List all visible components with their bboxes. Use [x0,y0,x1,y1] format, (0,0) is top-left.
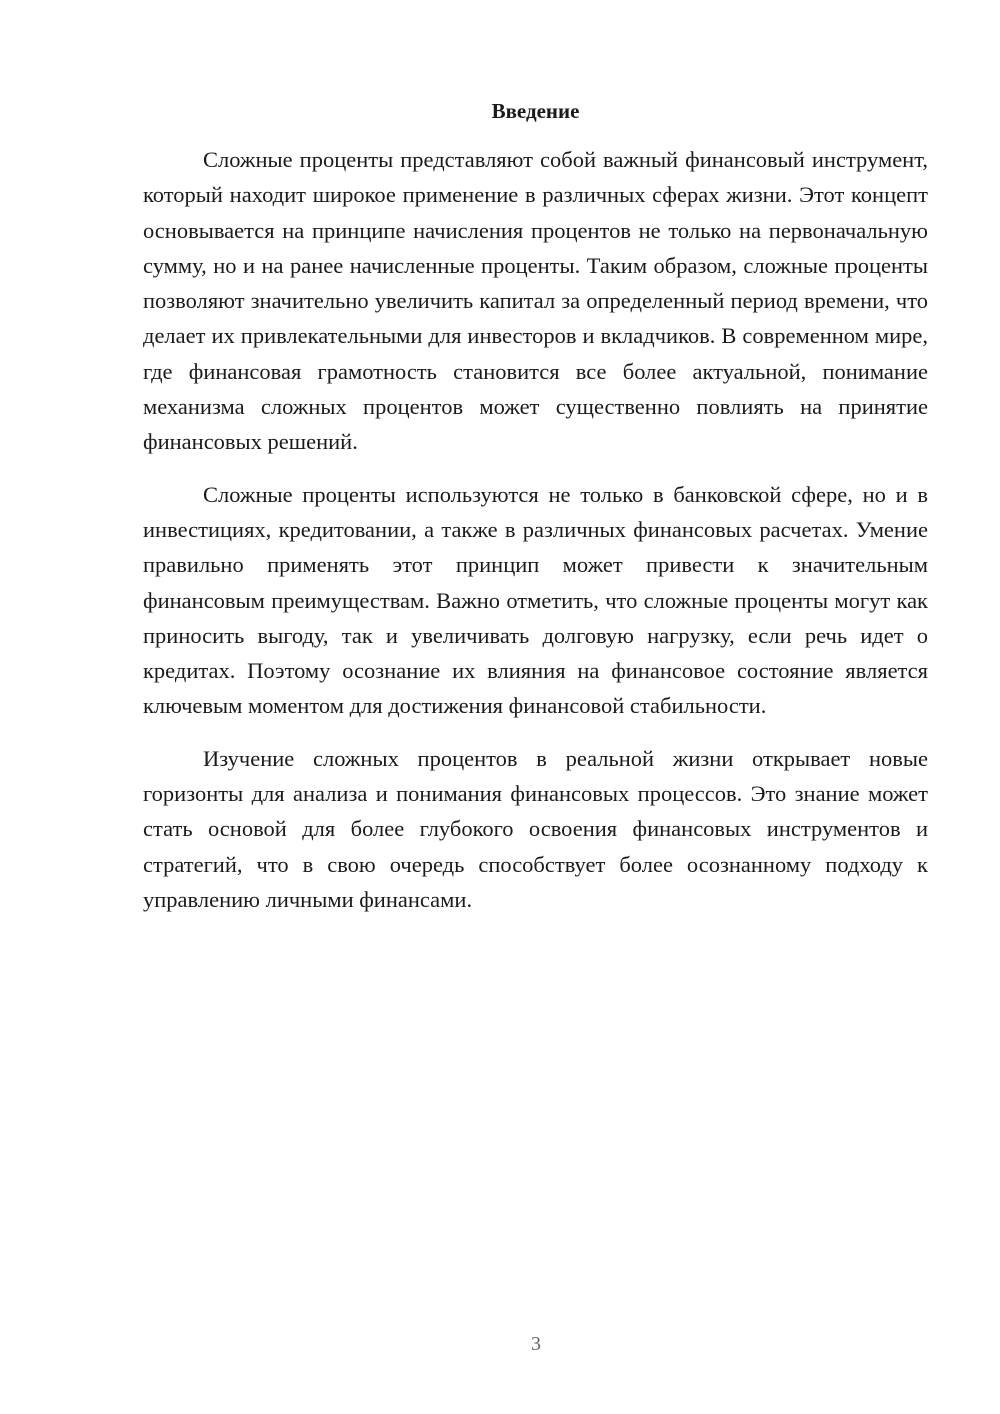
paragraph-3: Изучение сложных процентов в реальной жизни открывает новые горизонты для анализа и понимания финансовых процессов. Это знание может стать основой для более глубокого освоения финансовых инструментов и стратегий, что в свою очередь способствует более осознанному подходу к управлению личными финансами. [143,745,928,912]
page-number: 3 [531,1333,541,1355]
paragraph-1: Сложные проценты представляют собой важный финансовый инструмент, который находит широкое применение в различных сферах жизни. Этот концепт основывается на принципе начисления процентов не только на первоначальную сумму, но и на ранее начисленные проценты. Таким образом, сложные проценты позволяют значительно увеличить капитал за определенный период времени, что делает их привлекательными для инвесторов и вкладчиков. В современном мире, где финансовая грамотность становится все более актуальной, понимание механизма сложных процентов может существенно повлиять на принятие финансовых решений. [143,147,928,455]
body-text [143,142,928,934]
paragraph-2: Сложные проценты используются не только в банковской сфере, но и в инвестициях, кредитовании, а также в различных финансовых расчетах. Умение правильно применять этот принцип может привести к значительным финансовым преимуществам. Важно отметить, что сложные проценты могут как приносить выгоду, так и увеличивать долговую нагрузку, если речь идет о кредитах. Поэтому осознание их влияния на финансовое состояние является ключевым моментом для достижения финансовой стабильности. [143,481,928,719]
section-title: Введение [491,99,580,123]
